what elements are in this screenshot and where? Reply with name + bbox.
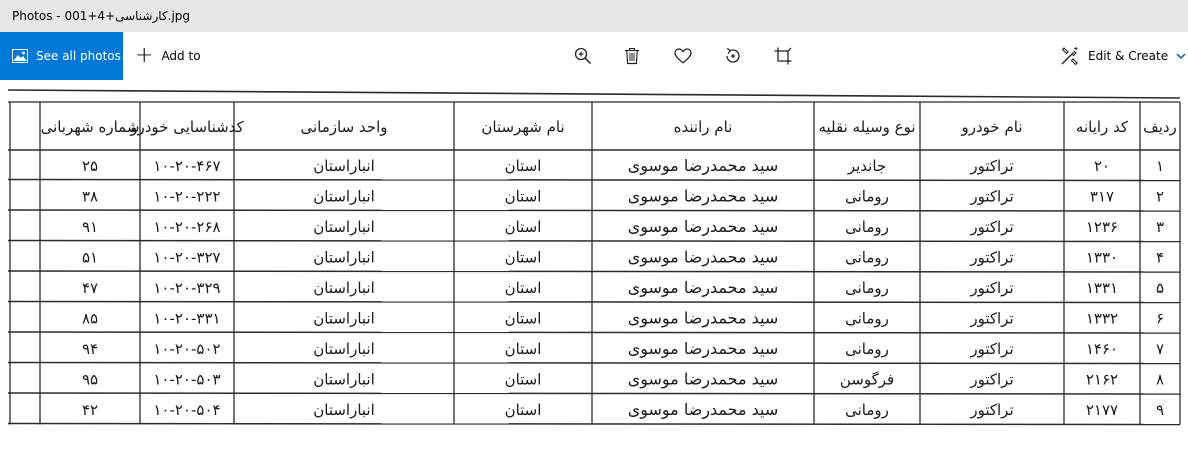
table-cell: ۴۲: [81, 401, 99, 419]
table-cell: ۲۵: [81, 157, 99, 175]
table-cell: ۸: [1155, 370, 1165, 389]
table-cell: استان: [504, 309, 542, 328]
see-all-photos-button[interactable]: [0, 32, 123, 80]
table-cell: تراکتور: [970, 157, 1014, 175]
table-cell: تراکتور: [970, 401, 1014, 419]
table-cell: رومانی: [845, 309, 889, 328]
table-cell: تراکتور: [970, 340, 1014, 358]
table-cell: سید محمدرضا موسوی: [627, 308, 779, 328]
photos-icon: [12, 49, 28, 63]
zoom-in-icon: [574, 47, 592, 65]
table-cell: ۳۱۷: [1089, 187, 1115, 206]
table-cell: ۱۰-۲۰-۲۶۸: [153, 218, 221, 236]
table-cell: سید محمدرضا موسوی: [627, 339, 779, 358]
table-cell: ۹۱: [81, 218, 99, 236]
table-cell: ۱۰-۲۰-۳۳۱: [153, 309, 221, 328]
table-cell: استان: [504, 248, 542, 267]
table-rule: [8, 424, 1180, 425]
column-header: نام خودرو: [961, 118, 1023, 136]
table-cell: رومانی: [845, 218, 889, 236]
delete-button[interactable]: [620, 44, 644, 68]
column-header: شماره شهربانی: [40, 118, 140, 136]
table-cell: سید محمدرضا موسوی: [627, 217, 779, 236]
table-cell: انباراستان: [313, 370, 375, 389]
heart-icon: [674, 48, 692, 64]
table-cell: ۱۳۳۰: [1085, 248, 1119, 267]
table-cell: ۴۷: [81, 279, 99, 297]
chevron-down-icon: [1176, 53, 1186, 59]
table-cell: استان: [504, 157, 542, 175]
table-cell: ۴: [1155, 248, 1165, 267]
table-cell: ۱۰-۲۰-۲۲۲: [153, 187, 221, 206]
table-cell: تراکتور: [970, 370, 1014, 389]
table-cell: جاندیر: [847, 157, 887, 175]
plus-icon: +: [135, 43, 154, 68]
column-header: واحد سازمانی: [300, 118, 388, 136]
column-header: کد رایانه: [1075, 118, 1129, 136]
table-cell: تراکتور: [970, 218, 1014, 236]
table-cell: ۱۳۳۲: [1085, 309, 1119, 328]
table-cell: ۲۱۶۲: [1085, 370, 1119, 389]
table-cell: سید محمدرضا موسوی: [627, 369, 779, 389]
table-cell: انباراستان: [313, 187, 375, 206]
table-cell: ۱۴۶۰: [1085, 340, 1119, 358]
table-rule: [8, 241, 1180, 242]
table-cell: استان: [504, 279, 542, 297]
table-cell: استان: [504, 370, 542, 389]
table-cell: انباراستان: [313, 279, 375, 297]
column-header: نام راننده: [673, 118, 733, 136]
table-cell: ۱: [1155, 157, 1165, 175]
table-cell: رومانی: [845, 340, 889, 358]
column-header: کدشناسایی خودرو: [130, 118, 244, 136]
table-cell: ۱۰-۲۰-۵۰۴: [153, 401, 221, 419]
table-cell: رومانی: [845, 187, 889, 206]
table-cell: انباراستان: [313, 401, 375, 419]
table-cell: انباراستان: [313, 340, 375, 358]
table-rule: [8, 210, 1180, 211]
table-rule: [8, 393, 1180, 394]
table-cell: سید محمدرضا موسوی: [627, 247, 779, 267]
see-all-photos-label: See all photos: [36, 49, 121, 63]
table-rule: [8, 90, 1180, 98]
window-title: Photos - 001+4+کارشناسی.jpg: [0, 0, 1188, 32]
table-cell: رومانی: [845, 401, 889, 419]
add-to-label: Add to: [161, 49, 201, 63]
table-rule: [8, 332, 1180, 333]
column-header: ردیف: [1143, 118, 1177, 136]
table-cell: ۸۵: [81, 309, 99, 328]
crop-icon: [774, 47, 792, 65]
table-rule: [8, 363, 1180, 364]
table-cell: تراکتور: [970, 279, 1014, 297]
table-cell: ۷: [1155, 340, 1165, 358]
table-cell: ۱۲۳۶: [1085, 218, 1119, 236]
table-rule: [8, 302, 1180, 303]
table-cell: ۱۰-۲۰-۵۰۲: [153, 340, 221, 358]
edit-create-label: Edit & Create: [1088, 49, 1169, 63]
scanned-document: [8, 88, 1188, 428]
rotate-button[interactable]: [721, 44, 745, 68]
add-to-button[interactable]: [135, 32, 201, 80]
table-cell: سید محمدرضا موسوی: [627, 156, 779, 175]
table-cell: ۱۰-۲۰-۴۶۷: [153, 157, 221, 175]
table-cell: ۲۰: [1093, 157, 1111, 175]
column-header: نام شهرستان: [481, 118, 565, 136]
column-header: نوع وسیله نقلیه: [818, 118, 916, 136]
table-cell: ۵: [1155, 279, 1165, 297]
table-cell: استان: [504, 218, 542, 236]
table-cell: ۲۱۷۷: [1085, 401, 1119, 419]
table-cell: ۵۱: [81, 248, 99, 267]
table-cell: انباراستان: [313, 309, 375, 328]
table-cell: ۳: [1155, 218, 1165, 236]
toolbar: [0, 32, 1188, 80]
table-cell: انباراستان: [313, 248, 375, 267]
crop-button[interactable]: [771, 44, 795, 68]
rotate-icon: [724, 47, 742, 65]
table-cell: ۹: [1155, 401, 1165, 419]
table-cell: ۱۳۳۱: [1085, 279, 1119, 297]
edit-create-button[interactable]: [1060, 32, 1186, 80]
zoom-button[interactable]: [571, 44, 595, 68]
table-cell: ۹۵: [81, 370, 99, 389]
table-cell: رومانی: [845, 279, 889, 297]
table-cell: تراکتور: [970, 187, 1014, 206]
table-cell: انباراستان: [313, 218, 375, 236]
table-cell: سید محمدرضا موسوی: [627, 278, 779, 297]
edit-create-icon: [1060, 46, 1080, 66]
table-cell: ۱۰-۲۰-۵۰۳: [153, 370, 221, 389]
table-cell: ۲: [1155, 187, 1165, 206]
trash-icon: [624, 47, 640, 65]
table-cell: ۱۰-۲۰-۳۲۷: [153, 248, 221, 267]
favorite-button[interactable]: [671, 44, 695, 68]
table-cell: استان: [504, 187, 542, 206]
table-cell: سید محمدرضا موسوی: [627, 186, 779, 206]
table-cell: ۹۴: [81, 340, 99, 358]
table-cell: فرگوسن: [839, 370, 895, 389]
table-cell: استان: [504, 340, 542, 358]
table-cell: ۳۸: [81, 187, 99, 206]
table-cell: استان: [504, 401, 542, 419]
table-cell: سید محمدرضا موسوی: [627, 400, 779, 419]
table-rule: [8, 271, 1180, 272]
table-cell: ۶: [1155, 309, 1165, 328]
table-cell: انباراستان: [313, 157, 375, 175]
photo-viewer[interactable]: [0, 80, 1188, 462]
table-rule: [8, 180, 1180, 181]
table-cell: ۱۰-۲۰-۳۲۹: [153, 279, 221, 297]
table-cell: تراکتور: [970, 248, 1014, 267]
table-cell: رومانی: [845, 248, 889, 267]
table-cell: تراکتور: [970, 309, 1014, 328]
